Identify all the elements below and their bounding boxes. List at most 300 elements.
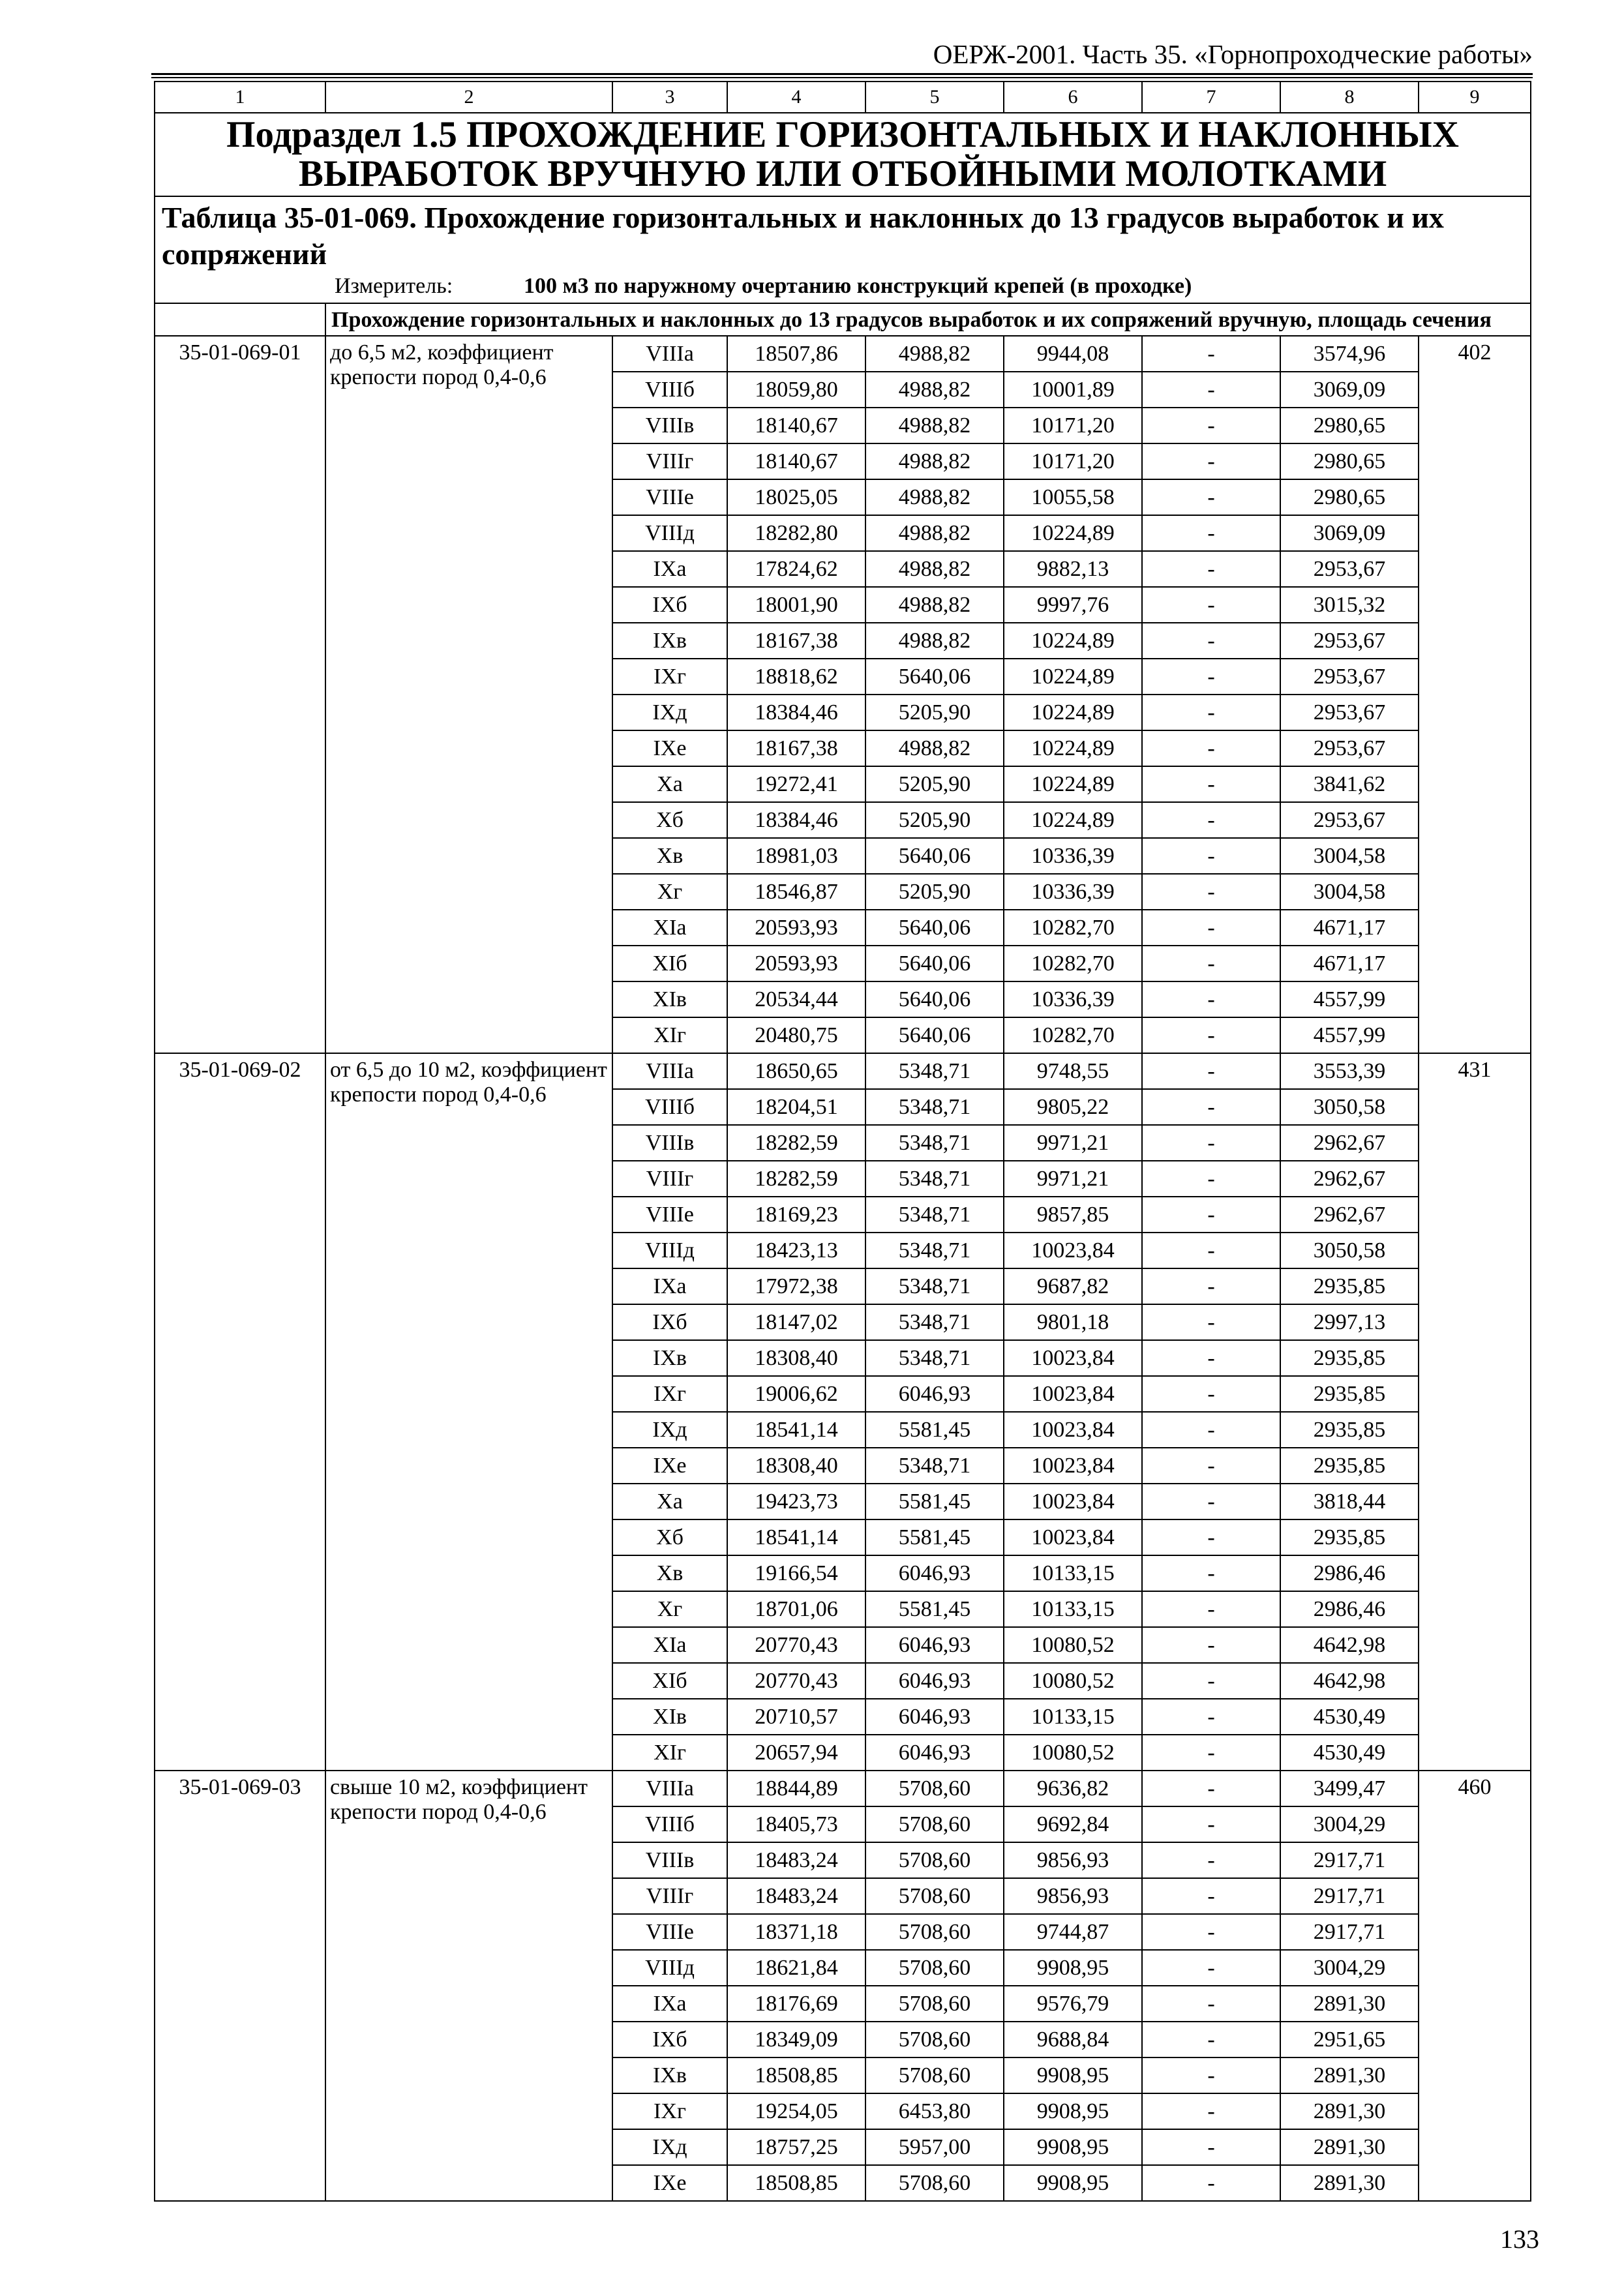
region-code: Xв bbox=[612, 838, 727, 874]
total-cost: 18140,67 bbox=[727, 443, 865, 479]
labor-cost: 5640,06 bbox=[865, 659, 1004, 695]
machine-cost: 9744,87 bbox=[1004, 1914, 1142, 1950]
driver-cost: - bbox=[1142, 1950, 1280, 1986]
total-cost: 18169,23 bbox=[727, 1197, 865, 1233]
total-cost: 18059,80 bbox=[727, 372, 865, 408]
machine-cost: 10023,84 bbox=[1004, 1376, 1142, 1412]
rate-code: 35-01-069-03 bbox=[155, 1771, 325, 2201]
driver-cost: - bbox=[1142, 1735, 1280, 1771]
total-cost: 18204,51 bbox=[727, 1089, 865, 1125]
labor-cost: 4988,82 bbox=[865, 623, 1004, 659]
labor-cost: 5640,06 bbox=[865, 1017, 1004, 1053]
labor-cost: 5957,00 bbox=[865, 2129, 1004, 2165]
machine-cost: 10336,39 bbox=[1004, 838, 1142, 874]
machine-cost: 10336,39 bbox=[1004, 981, 1142, 1017]
machine-cost: 9857,85 bbox=[1004, 1197, 1142, 1233]
driver-cost: - bbox=[1142, 1806, 1280, 1842]
region-code: VIIIд bbox=[612, 1233, 727, 1268]
labor-cost: 5708,60 bbox=[865, 2057, 1004, 2093]
subsection-title: Подраздел 1.5 ПРОХОЖДЕНИЕ ГОРИЗОНТАЛЬНЫХ И НАКЛОННЫХ ВЫРАБОТОК ВРУЧНУЮ ИЛИ ОТБОЙНЫМИ МОЛОТКАМИ bbox=[155, 113, 1531, 196]
labor-cost: 6046,93 bbox=[865, 1376, 1004, 1412]
labor-cost: 5640,06 bbox=[865, 946, 1004, 981]
material-cost: 2953,67 bbox=[1280, 659, 1419, 695]
driver-cost: - bbox=[1142, 1089, 1280, 1125]
material-cost: 2891,30 bbox=[1280, 2057, 1419, 2093]
driver-cost: - bbox=[1142, 1233, 1280, 1268]
material-cost: 2891,30 bbox=[1280, 2165, 1419, 2201]
driver-cost: - bbox=[1142, 1448, 1280, 1484]
caption-row bbox=[155, 303, 1531, 336]
total-cost: 18282,59 bbox=[727, 1161, 865, 1197]
material-cost: 3004,58 bbox=[1280, 838, 1419, 874]
material-cost: 2891,30 bbox=[1280, 2093, 1419, 2129]
labor-hours: 431 bbox=[1419, 1053, 1531, 1771]
table-header-row bbox=[155, 196, 1531, 303]
driver-cost: - bbox=[1142, 372, 1280, 408]
labor-cost: 5708,60 bbox=[865, 1771, 1004, 1806]
material-cost: 3499,47 bbox=[1280, 1771, 1419, 1806]
total-cost: 18282,59 bbox=[727, 1125, 865, 1161]
material-cost: 4642,98 bbox=[1280, 1627, 1419, 1663]
material-cost: 2953,67 bbox=[1280, 730, 1419, 766]
total-cost: 18757,25 bbox=[727, 2129, 865, 2165]
region-code: VIIIе bbox=[612, 479, 727, 515]
total-cost: 18167,38 bbox=[727, 623, 865, 659]
labor-cost: 5581,45 bbox=[865, 1484, 1004, 1519]
labor-hours: 460 bbox=[1419, 1771, 1531, 2201]
labor-cost: 5581,45 bbox=[865, 1591, 1004, 1627]
table-header bbox=[155, 196, 1531, 303]
driver-cost: - bbox=[1142, 1161, 1280, 1197]
driver-cost: - bbox=[1142, 1376, 1280, 1412]
column-number: 5 bbox=[865, 82, 1004, 113]
driver-cost: - bbox=[1142, 910, 1280, 946]
rate-code: 35-01-069-01 bbox=[155, 336, 325, 1053]
driver-cost: - bbox=[1142, 2129, 1280, 2165]
labor-cost: 4988,82 bbox=[865, 587, 1004, 623]
region-code: VIIIб bbox=[612, 372, 727, 408]
machine-cost: 10133,15 bbox=[1004, 1699, 1142, 1735]
total-cost: 20657,94 bbox=[727, 1735, 865, 1771]
column-number: 4 bbox=[727, 82, 865, 113]
work-description: до 6,5 м2, коэффициент крепости пород 0,4-0,6 bbox=[325, 336, 612, 1053]
driver-cost: - bbox=[1142, 766, 1280, 802]
rates-table bbox=[154, 81, 1531, 2202]
total-cost: 20770,43 bbox=[727, 1663, 865, 1699]
labor-cost: 5348,71 bbox=[865, 1233, 1004, 1268]
region-code: IXд bbox=[612, 1412, 727, 1448]
material-cost: 4642,98 bbox=[1280, 1663, 1419, 1699]
machine-cost: 9636,82 bbox=[1004, 1771, 1142, 1806]
total-cost: 18308,40 bbox=[727, 1448, 865, 1484]
region-code: VIIIа bbox=[612, 1771, 727, 1806]
machine-cost: 10282,70 bbox=[1004, 946, 1142, 981]
table-row bbox=[155, 1053, 1531, 1089]
total-cost: 18818,62 bbox=[727, 659, 865, 695]
region-code: Xа bbox=[612, 766, 727, 802]
material-cost: 3553,39 bbox=[1280, 1053, 1419, 1089]
labor-cost: 6046,93 bbox=[865, 1699, 1004, 1735]
machine-cost: 10023,84 bbox=[1004, 1448, 1142, 1484]
machine-cost: 9908,95 bbox=[1004, 2093, 1142, 2129]
labor-cost: 5708,60 bbox=[865, 1986, 1004, 2022]
machine-cost: 9748,55 bbox=[1004, 1053, 1142, 1089]
machine-cost: 9856,93 bbox=[1004, 1878, 1142, 1914]
machine-cost: 9908,95 bbox=[1004, 2129, 1142, 2165]
total-cost: 20593,93 bbox=[727, 910, 865, 946]
region-code: VIIIв bbox=[612, 408, 727, 443]
labor-cost: 5640,06 bbox=[865, 910, 1004, 946]
region-code: XIв bbox=[612, 981, 727, 1017]
labor-cost: 5708,60 bbox=[865, 1878, 1004, 1914]
region-code: XIб bbox=[612, 946, 727, 981]
driver-cost: - bbox=[1142, 1878, 1280, 1914]
total-cost: 18483,24 bbox=[727, 1842, 865, 1878]
region-code: Xг bbox=[612, 874, 727, 910]
rate-code: 35-01-069-02 bbox=[155, 1053, 325, 1771]
material-cost: 2980,65 bbox=[1280, 443, 1419, 479]
total-cost: 18701,06 bbox=[727, 1591, 865, 1627]
labor-cost: 5205,90 bbox=[865, 695, 1004, 730]
material-cost: 4671,17 bbox=[1280, 910, 1419, 946]
labor-cost: 6453,80 bbox=[865, 2093, 1004, 2129]
column-number: 8 bbox=[1280, 82, 1419, 113]
machine-cost: 10224,89 bbox=[1004, 515, 1142, 551]
total-cost: 18508,85 bbox=[727, 2057, 865, 2093]
labor-cost: 5708,60 bbox=[865, 1842, 1004, 1878]
region-code: IXг bbox=[612, 659, 727, 695]
region-code: VIIIг bbox=[612, 443, 727, 479]
machine-cost: 9801,18 bbox=[1004, 1304, 1142, 1340]
labor-cost: 6046,93 bbox=[865, 1627, 1004, 1663]
material-cost: 3050,58 bbox=[1280, 1233, 1419, 1268]
material-cost: 4530,49 bbox=[1280, 1699, 1419, 1735]
driver-cost: - bbox=[1142, 730, 1280, 766]
material-cost: 3841,62 bbox=[1280, 766, 1419, 802]
material-cost: 2891,30 bbox=[1280, 2129, 1419, 2165]
total-cost: 20534,44 bbox=[727, 981, 865, 1017]
labor-cost: 5348,71 bbox=[865, 1448, 1004, 1484]
labor-cost: 4988,82 bbox=[865, 551, 1004, 587]
table-title: Таблица 35-01-069. Прохождение горизонтальных и наклонных до 13 градусов выработок и их сопряжений bbox=[162, 201, 1444, 271]
unit-line bbox=[335, 273, 1524, 300]
total-cost: 17824,62 bbox=[727, 551, 865, 587]
machine-cost: 10224,89 bbox=[1004, 695, 1142, 730]
region-code: VIIIд bbox=[612, 1950, 727, 1986]
machine-cost: 10001,89 bbox=[1004, 372, 1142, 408]
subsection-row bbox=[155, 113, 1531, 196]
total-cost: 19423,73 bbox=[727, 1484, 865, 1519]
region-code: IXб bbox=[612, 587, 727, 623]
machine-cost: 9971,21 bbox=[1004, 1125, 1142, 1161]
machine-cost: 10171,20 bbox=[1004, 408, 1142, 443]
labor-cost: 5708,60 bbox=[865, 1806, 1004, 1842]
machine-cost: 9971,21 bbox=[1004, 1161, 1142, 1197]
total-cost: 18176,69 bbox=[727, 1986, 865, 2022]
total-cost: 20480,75 bbox=[727, 1017, 865, 1053]
material-cost: 2917,71 bbox=[1280, 1842, 1419, 1878]
driver-cost: - bbox=[1142, 1268, 1280, 1304]
material-cost: 3004,29 bbox=[1280, 1806, 1419, 1842]
machine-cost: 10133,15 bbox=[1004, 1555, 1142, 1591]
column-number: 9 bbox=[1419, 82, 1531, 113]
driver-cost: - bbox=[1142, 1340, 1280, 1376]
labor-cost: 5708,60 bbox=[865, 1914, 1004, 1950]
material-cost: 2953,67 bbox=[1280, 695, 1419, 730]
material-cost: 3069,09 bbox=[1280, 372, 1419, 408]
machine-cost: 10023,84 bbox=[1004, 1233, 1142, 1268]
driver-cost: - bbox=[1142, 2165, 1280, 2201]
total-cost: 18508,85 bbox=[727, 2165, 865, 2201]
machine-cost: 9908,95 bbox=[1004, 1950, 1142, 1986]
machine-cost: 9687,82 bbox=[1004, 1268, 1142, 1304]
region-code: IXе bbox=[612, 730, 727, 766]
material-cost: 3004,29 bbox=[1280, 1950, 1419, 1986]
driver-cost: - bbox=[1142, 1627, 1280, 1663]
total-cost: 18650,65 bbox=[727, 1053, 865, 1089]
total-cost: 18541,14 bbox=[727, 1519, 865, 1555]
labor-cost: 4988,82 bbox=[865, 443, 1004, 479]
region-code: Xв bbox=[612, 1555, 727, 1591]
driver-cost: - bbox=[1142, 1304, 1280, 1340]
machine-cost: 10023,84 bbox=[1004, 1340, 1142, 1376]
region-code: XIа bbox=[612, 1627, 727, 1663]
page-number: 133 bbox=[1500, 2224, 1539, 2254]
machine-cost: 9908,95 bbox=[1004, 2165, 1142, 2201]
material-cost: 2980,65 bbox=[1280, 479, 1419, 515]
machine-cost: 9997,76 bbox=[1004, 587, 1142, 623]
driver-cost: - bbox=[1142, 443, 1280, 479]
driver-cost: - bbox=[1142, 1842, 1280, 1878]
driver-cost: - bbox=[1142, 2022, 1280, 2057]
total-cost: 20710,57 bbox=[727, 1699, 865, 1735]
region-code: IXд bbox=[612, 695, 727, 730]
machine-cost: 10224,89 bbox=[1004, 623, 1142, 659]
driver-cost: - bbox=[1142, 1663, 1280, 1699]
caption-spacer bbox=[155, 303, 325, 336]
material-cost: 2953,67 bbox=[1280, 551, 1419, 587]
driver-cost: - bbox=[1142, 659, 1280, 695]
material-cost: 2935,85 bbox=[1280, 1448, 1419, 1484]
driver-cost: - bbox=[1142, 336, 1280, 372]
region-code: VIIIв bbox=[612, 1842, 727, 1878]
column-number: 3 bbox=[612, 82, 727, 113]
material-cost: 2962,67 bbox=[1280, 1197, 1419, 1233]
labor-cost: 5205,90 bbox=[865, 874, 1004, 910]
material-cost: 3818,44 bbox=[1280, 1484, 1419, 1519]
column-number-row bbox=[155, 82, 1531, 113]
work-description: от 6,5 до 10 м2, коэффициент крепости пород 0,4-0,6 bbox=[325, 1053, 612, 1771]
total-cost: 20770,43 bbox=[727, 1627, 865, 1663]
region-code: VIIIе bbox=[612, 1197, 727, 1233]
material-cost: 2891,30 bbox=[1280, 1986, 1419, 2022]
machine-cost: 9576,79 bbox=[1004, 1986, 1142, 2022]
total-cost: 19254,05 bbox=[727, 2093, 865, 2129]
driver-cost: - bbox=[1142, 1053, 1280, 1089]
labor-cost: 4988,82 bbox=[865, 730, 1004, 766]
driver-cost: - bbox=[1142, 1412, 1280, 1448]
machine-cost: 10133,15 bbox=[1004, 1591, 1142, 1627]
labor-cost: 5348,71 bbox=[865, 1340, 1004, 1376]
material-cost: 2935,85 bbox=[1280, 1268, 1419, 1304]
region-code: IXд bbox=[612, 2129, 727, 2165]
total-cost: 18483,24 bbox=[727, 1878, 865, 1914]
total-cost: 18405,73 bbox=[727, 1806, 865, 1842]
material-cost: 3015,32 bbox=[1280, 587, 1419, 623]
region-code: XIв bbox=[612, 1699, 727, 1735]
driver-cost: - bbox=[1142, 623, 1280, 659]
region-code: VIIIг bbox=[612, 1878, 727, 1914]
labor-cost: 6046,93 bbox=[865, 1735, 1004, 1771]
region-code: Xб bbox=[612, 802, 727, 838]
total-cost: 18349,09 bbox=[727, 2022, 865, 2057]
driver-cost: - bbox=[1142, 2093, 1280, 2129]
column-number: 7 bbox=[1142, 82, 1280, 113]
labor-cost: 5348,71 bbox=[865, 1197, 1004, 1233]
labor-cost: 4988,82 bbox=[865, 336, 1004, 372]
total-cost: 19006,62 bbox=[727, 1376, 865, 1412]
region-code: VIIIб bbox=[612, 1806, 727, 1842]
region-code: VIIIд bbox=[612, 515, 727, 551]
machine-cost: 10023,84 bbox=[1004, 1412, 1142, 1448]
material-cost: 3004,58 bbox=[1280, 874, 1419, 910]
unit-label: Измеритель: bbox=[335, 274, 453, 298]
region-code: IXв bbox=[612, 623, 727, 659]
total-cost: 19166,54 bbox=[727, 1555, 865, 1591]
labor-cost: 5348,71 bbox=[865, 1089, 1004, 1125]
labor-cost: 4988,82 bbox=[865, 479, 1004, 515]
region-code: XIб bbox=[612, 1663, 727, 1699]
driver-cost: - bbox=[1142, 1591, 1280, 1627]
driver-cost: - bbox=[1142, 874, 1280, 910]
material-cost: 4557,99 bbox=[1280, 981, 1419, 1017]
total-cost: 18844,89 bbox=[727, 1771, 865, 1806]
driver-cost: - bbox=[1142, 1555, 1280, 1591]
total-cost: 18167,38 bbox=[727, 730, 865, 766]
region-code: IXе bbox=[612, 1448, 727, 1484]
labor-cost: 5348,71 bbox=[865, 1053, 1004, 1089]
machine-cost: 10224,89 bbox=[1004, 659, 1142, 695]
unit-value: 100 м3 по наружному очертанию конструкций крепей (в проходке) bbox=[524, 274, 1192, 298]
region-code: VIIIв bbox=[612, 1125, 727, 1161]
region-code: XIа bbox=[612, 910, 727, 946]
machine-cost: 10080,52 bbox=[1004, 1663, 1142, 1699]
driver-cost: - bbox=[1142, 695, 1280, 730]
driver-cost: - bbox=[1142, 946, 1280, 981]
driver-cost: - bbox=[1142, 1017, 1280, 1053]
labor-cost: 5708,60 bbox=[865, 2022, 1004, 2057]
driver-cost: - bbox=[1142, 587, 1280, 623]
labor-cost: 4988,82 bbox=[865, 515, 1004, 551]
column-number: 2 bbox=[325, 82, 612, 113]
machine-cost: 10282,70 bbox=[1004, 910, 1142, 946]
total-cost: 18371,18 bbox=[727, 1914, 865, 1950]
total-cost: 18981,03 bbox=[727, 838, 865, 874]
driver-cost: - bbox=[1142, 1771, 1280, 1806]
table-caption: Прохождение горизонтальных и наклонных до 13 градусов выработок и их сопряжений вручную, площадь сечения bbox=[325, 303, 1531, 336]
driver-cost: - bbox=[1142, 551, 1280, 587]
region-code: IXв bbox=[612, 1340, 727, 1376]
total-cost: 18384,46 bbox=[727, 695, 865, 730]
material-cost: 2986,46 bbox=[1280, 1555, 1419, 1591]
machine-cost: 9908,95 bbox=[1004, 2057, 1142, 2093]
region-code: IXг bbox=[612, 2093, 727, 2129]
material-cost: 3069,09 bbox=[1280, 515, 1419, 551]
total-cost: 18384,46 bbox=[727, 802, 865, 838]
total-cost: 18001,90 bbox=[727, 587, 865, 623]
labor-cost: 5348,71 bbox=[865, 1125, 1004, 1161]
driver-cost: - bbox=[1142, 838, 1280, 874]
material-cost: 2986,46 bbox=[1280, 1591, 1419, 1627]
region-code: IXб bbox=[612, 1304, 727, 1340]
labor-cost: 5348,71 bbox=[865, 1161, 1004, 1197]
material-cost: 2953,67 bbox=[1280, 802, 1419, 838]
driver-cost: - bbox=[1142, 1986, 1280, 2022]
material-cost: 2997,13 bbox=[1280, 1304, 1419, 1340]
region-code: VIIIе bbox=[612, 1914, 727, 1950]
region-code: IXе bbox=[612, 2165, 727, 2201]
total-cost: 18140,67 bbox=[727, 408, 865, 443]
running-header: ОЕРЖ-2001. Часть 35. «Горнопроходческие работы» bbox=[933, 39, 1533, 69]
column-number: 1 bbox=[155, 82, 325, 113]
total-cost: 19272,41 bbox=[727, 766, 865, 802]
total-cost: 18541,14 bbox=[727, 1412, 865, 1448]
total-cost: 18507,86 bbox=[727, 336, 865, 372]
material-cost: 4530,49 bbox=[1280, 1735, 1419, 1771]
labor-cost: 5205,90 bbox=[865, 766, 1004, 802]
labor-cost: 5348,71 bbox=[865, 1304, 1004, 1340]
material-cost: 2935,85 bbox=[1280, 1519, 1419, 1555]
machine-cost: 10171,20 bbox=[1004, 443, 1142, 479]
labor-cost: 5581,45 bbox=[865, 1412, 1004, 1448]
table-row bbox=[155, 336, 1531, 372]
material-cost: 2962,67 bbox=[1280, 1161, 1419, 1197]
driver-cost: - bbox=[1142, 1484, 1280, 1519]
material-cost: 2951,65 bbox=[1280, 2022, 1419, 2057]
total-cost: 18423,13 bbox=[727, 1233, 865, 1268]
labor-cost: 5348,71 bbox=[865, 1268, 1004, 1304]
material-cost: 4671,17 bbox=[1280, 946, 1419, 981]
material-cost: 3050,58 bbox=[1280, 1089, 1419, 1125]
machine-cost: 10023,84 bbox=[1004, 1484, 1142, 1519]
machine-cost: 10080,52 bbox=[1004, 1627, 1142, 1663]
material-cost: 2935,85 bbox=[1280, 1340, 1419, 1376]
region-code: VIIIа bbox=[612, 336, 727, 372]
region-code: IXг bbox=[612, 1376, 727, 1412]
driver-cost: - bbox=[1142, 479, 1280, 515]
total-cost: 18282,80 bbox=[727, 515, 865, 551]
driver-cost: - bbox=[1142, 2057, 1280, 2093]
labor-cost: 6046,93 bbox=[865, 1663, 1004, 1699]
labor-cost: 5708,60 bbox=[865, 1950, 1004, 1986]
machine-cost: 9944,08 bbox=[1004, 336, 1142, 372]
driver-cost: - bbox=[1142, 1914, 1280, 1950]
machine-cost: 9882,13 bbox=[1004, 551, 1142, 587]
machine-cost: 10055,58 bbox=[1004, 479, 1142, 515]
total-cost: 18546,87 bbox=[727, 874, 865, 910]
driver-cost: - bbox=[1142, 1125, 1280, 1161]
labor-hours: 402 bbox=[1419, 336, 1531, 1053]
machine-cost: 10080,52 bbox=[1004, 1735, 1142, 1771]
work-description: свыше 10 м2, коэффициент крепости пород 0,4-0,6 bbox=[325, 1771, 612, 2201]
region-code: IXа bbox=[612, 1268, 727, 1304]
driver-cost: - bbox=[1142, 1197, 1280, 1233]
labor-cost: 5708,60 bbox=[865, 2165, 1004, 2201]
driver-cost: - bbox=[1142, 1699, 1280, 1735]
driver-cost: - bbox=[1142, 515, 1280, 551]
region-code: IXа bbox=[612, 551, 727, 587]
header-rule-thin bbox=[151, 77, 1533, 78]
